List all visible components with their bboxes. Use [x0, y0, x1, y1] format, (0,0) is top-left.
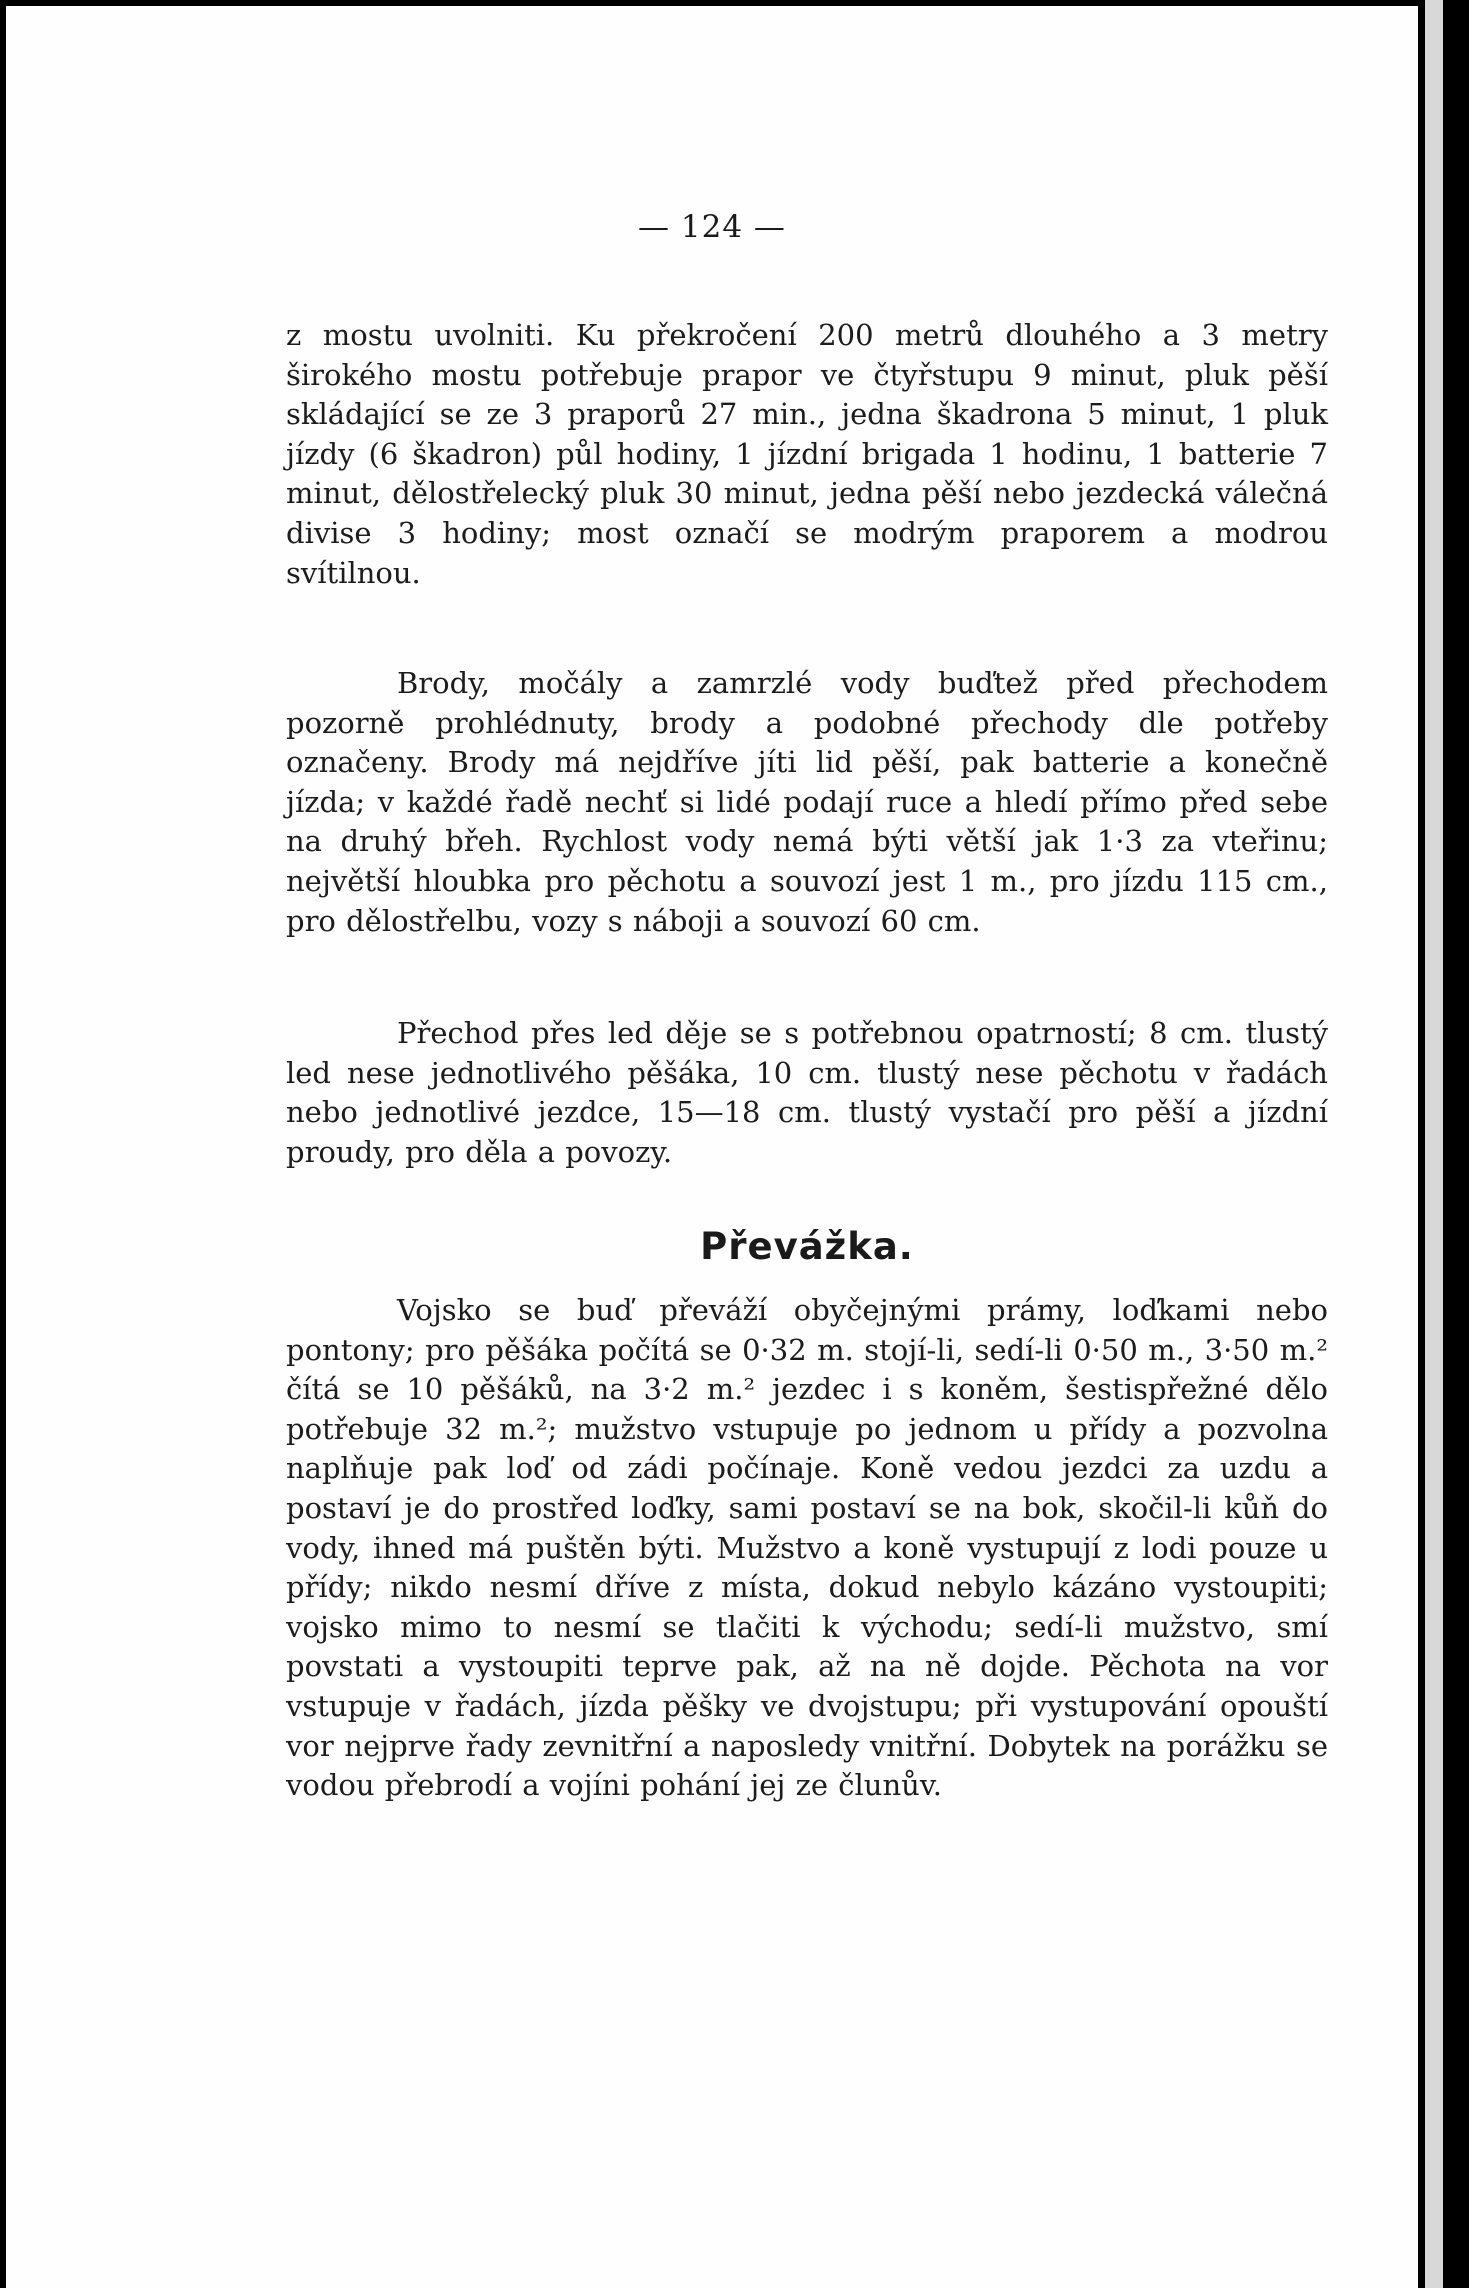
paragraph-bridge-crossing: z mostu uvolniti. Ku překročení 200 metrů dlouhého a 3 metry širokého mostu potřebuje prapor ve čtyřstupu 9 minut, pluk pěší skládající se ze 3 praporů 27 min., jedna škadrona 5 minut, 1 pluk jízdy (6 škadron) půl hodiny, 1 jízdní brigada 1 hodinu, 1 batterie 7 minut, dělostřelecký pluk 30 minut, jedna pěší nebo jezdecká válečná divise 3 hodiny; most označí se modrým praporem a modrou svítilnou. — [286, 318, 1328, 590]
paragraph-ferrying: Vojsko se buď převáží obyčejnými prámy, loďkami nebo pontony; pro pěšáka počítá se 0·32 m. stojí-li, sedí-li 0·50 m., 3·50 m.² čítá se 10 pěšáků, na 3·2 m.² jezdec i s koněm, šestispřežné dělo potřebuje 32 m.²; mužstvo vstupuje po jednom u přídy a pozvolna naplňuje pak loď od zádi počínaje. Koně vedou jezdci za uzdu a postaví je do prostřed loďky, sami postaví se na bok, skočil-li kůň do vody, ihned má puštěn býti. Mužstvo a koně vystupují z lodi pouze u přídy; nikdo nesmí dříve z místa, dokud nebylo kázáno vystoupiti; vojsko mimo to nesmí se tlačiti k východu; sedí-li mužstvo, smí povstati a vystoupiti teprve pak, až na ně dojde. Pěchota na vor vstupuje v řadách, jízda pěšky ve dvojstupu; při vystupování opouští vor nejprve řady zevnitřní a naposledy vnitřní. Dobytek na porážku se vodou přebrodí a vojíni pohání jej ze člunův. — [286, 1293, 1328, 1803]
section-heading: Převážka. — [700, 1225, 914, 1268]
paragraph-fords: Brody, močály a zamrzlé vody buďtež před přechodem pozorně prohlédnuty, brody a podobné přechody dle potřeby označeny. Brody má nejdříve jíti lid pěší, pak batterie a konečně jízda; v každé řadě nechť si lidé podají ruce a hledí přímo před sebe na druhý břeh. Rychlost vody nemá býti větší jak 1·3 za vteřinu; největší hloubka pro pěchotu a souvozí jest 1 m., pro jízdu 115 cm., pro dělostřelbu, vozy s náboji a souvozí 60 cm. — [286, 666, 1328, 938]
scan-border-right-edge — [1425, 0, 1443, 2288]
page-number: — 124 — — [638, 209, 786, 245]
book-page — [6, 6, 1418, 2288]
paragraph-ice-crossing: Přechod přes led děje se s potřebnou opatrností; 8 cm. tlustý led nese jednotlivého pěšáka, 10 cm. tlustý nese pěchotu v řadách nebo jednotlivé jezdce, 15—18 cm. tlustý vystačí pro pěší a jízdní proudy, pro děla a povozy. — [286, 1016, 1328, 1169]
